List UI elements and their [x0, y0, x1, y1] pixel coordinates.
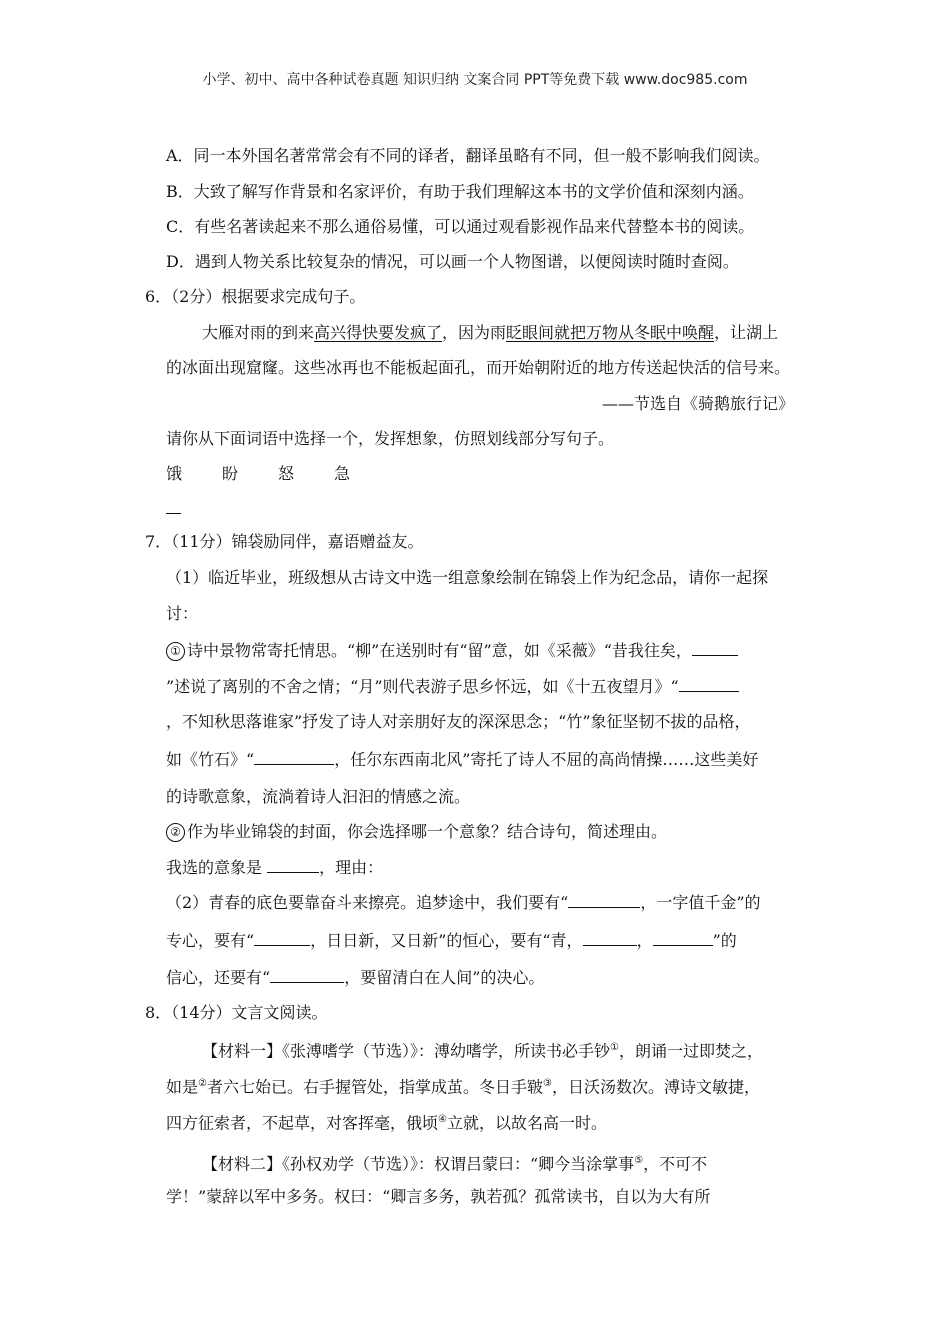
- q6-source: ——节选自《骑鹅旅行记》: [602, 394, 795, 413]
- answer-blank[interactable]: [583, 929, 637, 946]
- q5-option-b: B．大致了解写作背景和名家评价，有助于我们理解这本书的文学价值和深刻内涵。: [166, 182, 754, 201]
- answer-blank[interactable]: [254, 929, 310, 946]
- footnote-mark: ⑤: [634, 1155, 644, 1166]
- q7-a-line1: ① 诗中景物常寄托情思。“柳”在送别时有“留”意，如《采薇》“昔我往矣，: [166, 639, 738, 662]
- page-header: 小学、初中、高中各种试卷真题 知识归纳 文案合同 PPT等免费下载 www.doc985.com: [202, 72, 748, 88]
- q6-underline-2: 眨眼间就把万物从冬眠中唤醒: [506, 323, 715, 342]
- answer-blank[interactable]: [568, 891, 640, 908]
- answer-blank[interactable]: [254, 748, 334, 765]
- q6-answer-line[interactable]: [166, 513, 181, 514]
- q7-part1-line1: （1）临近毕业，班级想从古诗文中选一组意象绘制在锦袋上作为纪念品，请你一起探: [166, 568, 769, 587]
- q5-option-d: D．遇到人物关系比较复杂的情况，可以画一个人物图谱，以便阅读时随时查阅。: [166, 252, 739, 271]
- q6-word-list: [166, 463, 350, 485]
- footnote-mark: ③: [543, 1078, 552, 1089]
- footnote-mark: ②: [198, 1078, 207, 1089]
- q5-option-c: C．有些名著读起来不那么通俗易懂，可以通过观看影视作品来代替整本书的阅读。: [166, 217, 755, 236]
- q8-material2-line2: 学！”蒙辞以军中多务。权曰：“卿言多务，孰若孤？孤常读书，自以为大有所: [166, 1187, 711, 1206]
- q6-word: 盼: [222, 464, 239, 483]
- answer-blank[interactable]: [679, 675, 739, 692]
- q7-b-line2: 我选的意象是 ，理由：: [166, 858, 384, 877]
- q7-b-line1: ② 作为毕业锦袋的封面，你会选择哪一个意象？结合诗句，简述理由。: [166, 821, 667, 843]
- answer-blank[interactable]: [267, 856, 319, 873]
- answer-blank[interactable]: [692, 639, 738, 656]
- q7-a-line3: ，不知秋思落谁家”抒发了诗人对亲朋好友的深深思念；“竹”象征坚韧不拔的品格，: [166, 712, 751, 731]
- q6-word: 急: [334, 464, 351, 483]
- q7-a-line5: 的诗歌意象，流淌着诗人汩汩的情感之流。: [166, 787, 471, 806]
- footnote-mark: ④: [438, 1114, 447, 1125]
- q5-option-a: A．同一本外国名著常常会有不同的译者，翻译虽略有不同，但一般不影响我们阅读。: [166, 146, 770, 165]
- q8-material1-line3: 四方征索者，不起草，对客挥毫，俄顷④立就，以故名高一时。: [166, 1113, 607, 1133]
- q7-a-line2: ”述说了离别的不舍之情；“月”则代表游子思乡怀远，如《十五夜望月》“: [166, 675, 739, 698]
- q8-material1-line1: 【材料一】《张溥嗜学（节选）》：溥幼嗜学，所读书必手钞①，朗诵一过即焚之，: [202, 1041, 763, 1061]
- q8-material1-line2: 如是②者六七始已。右手握管处，指掌成茧。冬日手皲③，日沃汤数次。溥诗文敏捷，: [166, 1077, 760, 1097]
- circled-number: ①: [166, 642, 185, 661]
- q7-a-line4: 如《竹石》“ ，任尔东西南北风”寄托了诗人不屈的高尚情操……这些美好: [166, 750, 759, 769]
- q6-passage-line1: 大雁对雨的到来高兴得快要发疯了，因为雨眨眼间就把万物从冬眠中唤醒，让湖上: [202, 323, 779, 342]
- q7-part1-line2: 讨：: [166, 604, 199, 623]
- q6-word: 怒: [278, 464, 295, 483]
- q7-part2-line1: （2）青春的底色要靠奋斗来擦亮。追梦途中，我们要有“ ，一字值千金”的: [166, 893, 761, 912]
- q6-passage-line2: 的冰面出现窟窿。这些冰再也不能板起面孔，而开始朝附近的地方传送起快活的信号来。: [166, 358, 791, 377]
- answer-blank[interactable]: [653, 929, 713, 946]
- circled-number: ②: [166, 823, 185, 842]
- q6-instruction: 请你从下面词语中选择一个，发挥想象，仿照划线部分写句子。: [166, 429, 615, 448]
- q8-material2-line1: 【材料二】《孙权劝学（节选）》：权谓吕蒙曰：“卿今当涂掌事⑤，不可不: [202, 1154, 708, 1174]
- answer-blank[interactable]: [270, 966, 344, 983]
- q6-word: 饿: [166, 464, 183, 483]
- q7-part2-line3: 信心，还要有“ ，要留清白在人间”的决心。: [166, 968, 545, 987]
- q8-stem: 8．（14分）文言文阅读。: [145, 1003, 328, 1022]
- q7-stem: 7．（11分）锦袋励同伴，嘉语赠益友。: [145, 532, 424, 551]
- footnote-mark: ①: [610, 1042, 619, 1053]
- q7-part2-line2: 专心，要有“ ，日日新，又日新”的恒心，要有“青， ， ”的: [166, 931, 737, 950]
- q6-underline-1: 高兴得快要发疯了: [314, 323, 443, 342]
- q6-stem: 6．（2分）根据要求完成句子。: [145, 287, 366, 306]
